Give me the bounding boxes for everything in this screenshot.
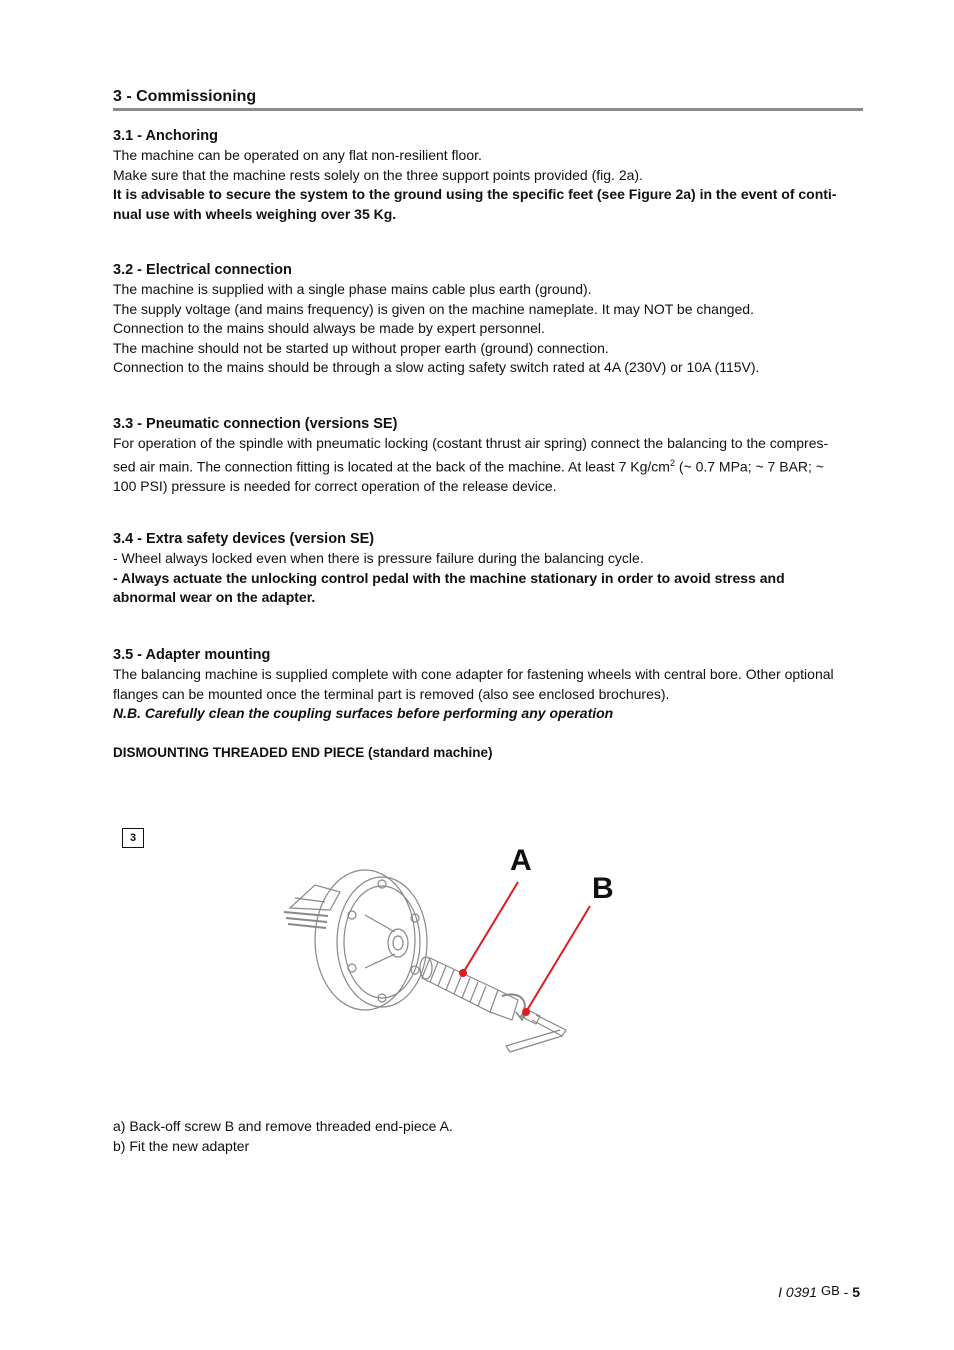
text-line: For operation of the spindle with pneumatic locking (costant thrust air spring) connect the balancing to the compres- <box>113 435 829 451</box>
text-line: flanges can be mounted once the terminal part is removed (also see enclosed brochures). <box>113 685 670 702</box>
section-pneumatic <box>113 414 863 496</box>
text-line: The machine is supplied with a single phase mains cable plus earth (ground). <box>113 281 592 297</box>
label-a: A <box>510 844 532 877</box>
text-line: Connection to the mains should always be made by expert personnel. <box>113 320 545 336</box>
warning-line: nual use with wheels weighing over 35 Kg. <box>113 205 397 222</box>
section-anchoring <box>113 126 863 224</box>
document-code: I 0391 <box>778 1284 818 1300</box>
figure-number: 3 <box>122 828 144 848</box>
text-line: Connection to the mains should be through a slow acting safety switch rated at 4A (230V) or 10A (115V). <box>113 359 760 375</box>
text-line <box>113 454 863 477</box>
leader-line-a <box>463 882 518 973</box>
leader-lines <box>460 882 590 1015</box>
section-title-adapter: 3.5 - Adapter mounting <box>113 647 271 663</box>
text-line: - Wheel always locked even when there is pressure failure during the balancing cycle. <box>113 550 644 566</box>
nb-separator: . <box>137 705 145 721</box>
text-line: The machine can be operated on any flat non-resilient floor. <box>113 147 482 163</box>
leader-line-b <box>526 906 590 1012</box>
section-title-pneumatic: 3.3 - Pneumatic connection (versions SE) <box>113 416 398 432</box>
warning-line: It is advisable to secure the system to the ground using the specific feet (see Figure 2a) in the event of conti- <box>113 186 837 202</box>
caption-step-a: a) Back-off screw B and remove threaded end-piece A. <box>113 1118 453 1134</box>
leader-dot-b <box>523 1009 529 1015</box>
language-code: GB <box>820 1283 840 1298</box>
nb-note <box>113 704 863 724</box>
text-line: 100 PSI) pressure is needed for correct operation of the release device. <box>113 477 557 494</box>
text-line: Make sure that the machine rests solely on the three support points provided (fig. 2a). <box>113 166 643 183</box>
caption-step-b: b) Fit the new adapter <box>113 1137 250 1154</box>
warning-line: - Always actuate the unlocking control pedal with the machine stationary in order to avoid stress and <box>113 569 785 586</box>
section-safety <box>113 529 863 608</box>
nb-label: N.B <box>113 705 138 721</box>
subheading-dismounting: DISMOUNTING THREADED END PIECE (standard machine) <box>113 744 493 760</box>
superscript: 2 <box>669 457 675 468</box>
section-electrical <box>113 260 863 378</box>
text-span: (~ 0.7 MPa; ~ 7 BAR; ~ <box>674 458 824 475</box>
footer-separator: - <box>839 1284 853 1300</box>
text-line: The supply voltage (and mains frequency) is given on the machine nameplate. It may NOT be changed. <box>113 300 754 317</box>
section-title-anchoring: 3.1 - Anchoring <box>113 128 218 144</box>
chapter-title: 3 - Commissioning <box>113 87 863 111</box>
figure-adapter-drawing <box>270 840 630 1070</box>
threaded-end-piece-drawing <box>420 957 526 1020</box>
label-b: B <box>592 872 614 905</box>
section-title-safety: 3.4 - Extra safety devices (version SE) <box>113 531 375 547</box>
page-number: 5 <box>852 1284 860 1300</box>
section-adapter <box>113 645 863 762</box>
text-line: The machine should not be started up without proper earth (ground) connection. <box>113 339 609 356</box>
text-line: The balancing machine is supplied complete with cone adapter for fastening wheels with central bore. Other optional <box>113 666 834 682</box>
figure-caption <box>113 1117 713 1156</box>
page-footer <box>740 1283 860 1303</box>
flange-drawing <box>284 870 427 1010</box>
text-span: sed air main. The connection fitting is located at the back of the machine. At least 7 Kg/cm <box>113 458 670 475</box>
section-title-electrical: 3.2 - Electrical connection <box>113 262 292 278</box>
nb-text: Carefully clean the coupling surfaces before performing any operation <box>144 705 614 721</box>
leader-dot-a <box>460 970 466 976</box>
warning-line: abnormal wear on the adapter. <box>113 589 316 605</box>
hex-key-drawing <box>506 1010 566 1052</box>
